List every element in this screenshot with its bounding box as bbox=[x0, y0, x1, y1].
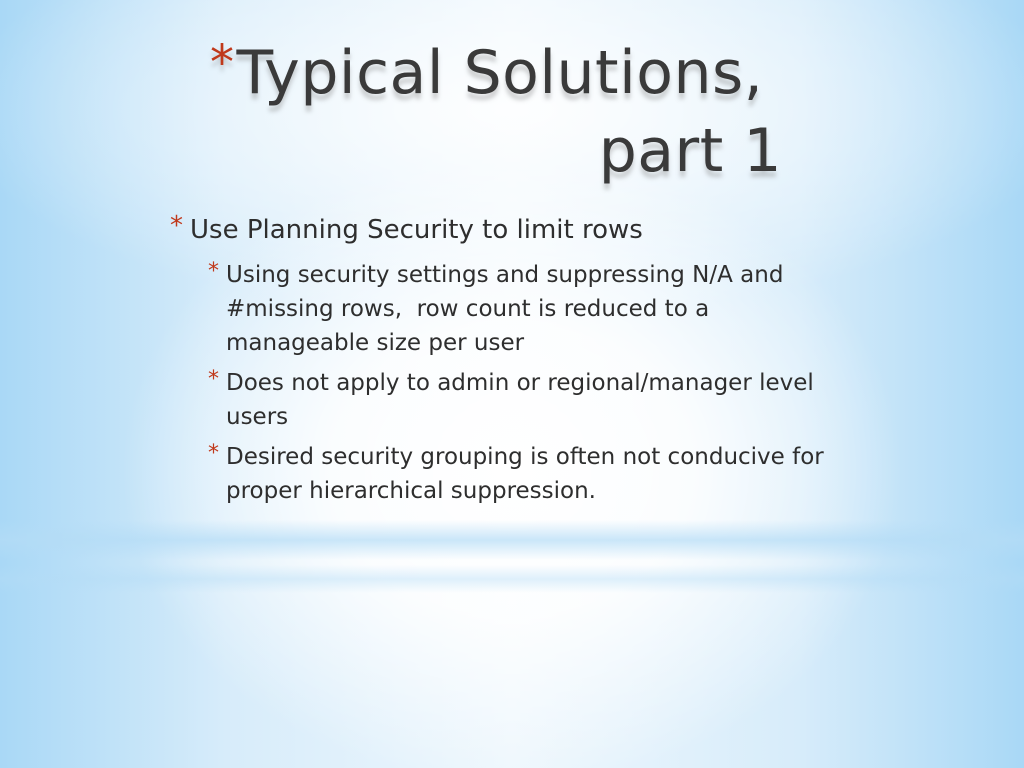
sub-bullet-text: Does not apply to admin or regional/manager level users bbox=[226, 370, 822, 430]
bullet-level-2 bbox=[208, 258, 856, 360]
background-band bbox=[0, 520, 1024, 560]
asterisk-icon: * bbox=[208, 259, 219, 284]
sub-bullet-text: Desired security grouping is often not conducive for proper hierarchical suppression. bbox=[226, 444, 832, 504]
title-text-1: Typical Solutions, bbox=[236, 38, 764, 108]
asterisk-icon: * bbox=[170, 211, 183, 241]
asterisk-icon: * bbox=[208, 441, 219, 466]
bullet-text: Use Planning Security to limit rows bbox=[190, 215, 643, 245]
title-line-2: part 1 bbox=[598, 116, 782, 186]
bullet-level-2 bbox=[208, 366, 856, 434]
asterisk-icon: * bbox=[210, 35, 235, 91]
bullet-level-1 bbox=[170, 208, 870, 252]
slide-content bbox=[170, 208, 870, 514]
title-line-1 bbox=[210, 24, 790, 112]
bullet-level-2 bbox=[208, 440, 856, 508]
background-band bbox=[0, 565, 1024, 593]
slide-title bbox=[210, 24, 790, 190]
asterisk-icon: * bbox=[208, 367, 219, 392]
sub-bullet-text: Using security settings and suppressing N/A and #missing rows, row count is reduced to a manageable size per user bbox=[226, 262, 791, 356]
